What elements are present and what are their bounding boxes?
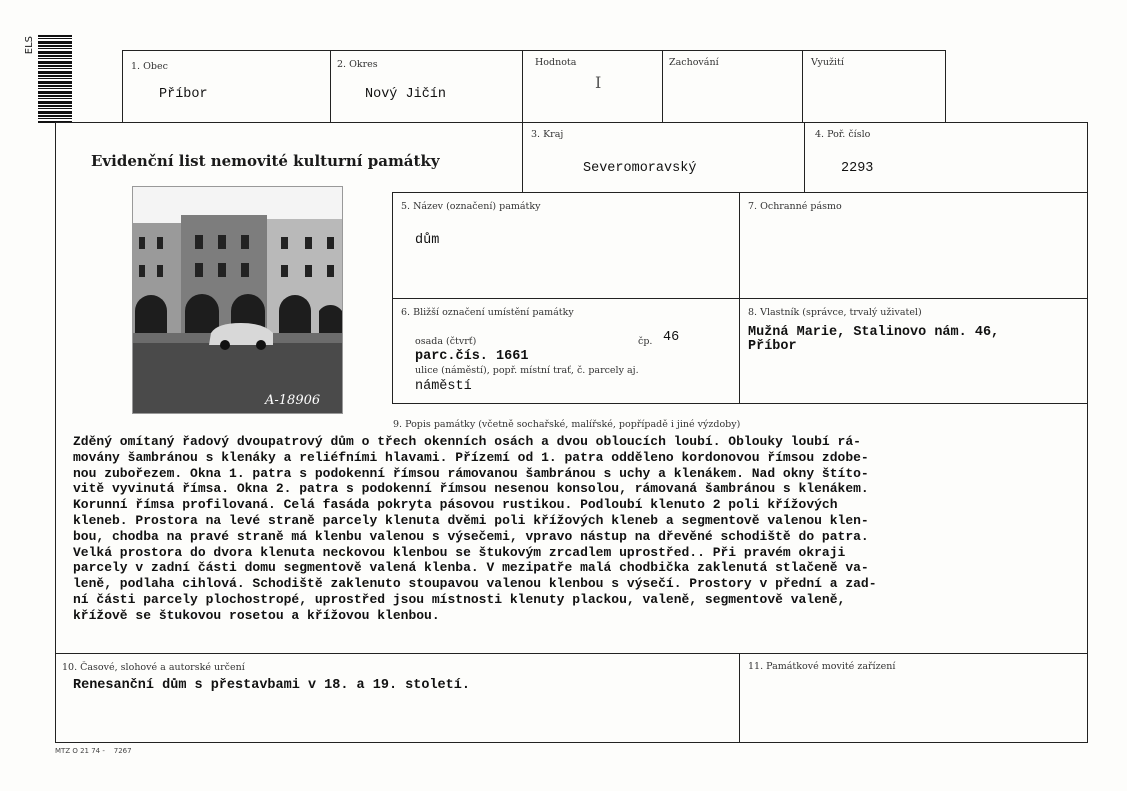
- popis-line: bou, chodba na pravé straně má klenbu valenou s výsečemi, vpravo nástup na dřevěné schodiště do patra.: [73, 528, 869, 544]
- popis-line: Zděný omítaný řadový dvoupatrový dům o třech okenních osách a dvou obloucích loubí. Oblouky loubí rá-: [73, 434, 861, 449]
- cp-value: 46: [663, 330, 680, 345]
- field-obec-value: Příbor: [159, 87, 208, 102]
- field-por-cislo-value: 2293: [841, 161, 874, 176]
- field-popis-label: 9. Popis památky (včetně sochařské, malířské, popřípadě i jiné výzdoby): [393, 419, 741, 430]
- form-title: Evidenční list nemovité kulturní památky: [91, 152, 440, 170]
- field-urceni-label: 10. Časové, slohové a autorské určení: [62, 662, 245, 673]
- popis-line: parcely v zadní části domu segmentově valená klenba. V mezipatře malá chodbička zaklenutá stlačeně va-: [73, 560, 869, 576]
- field-ochranne-pasmo: [739, 192, 1088, 299]
- popis-line: nou zubořezem. Okna 1. patra s podokenní římsou rámovanou šambránou s uchy a klenákem. Nad okny štíto-: [73, 465, 869, 481]
- popis-line: kleneb. Prostora na levé straně parcely klenuta dvěmi poli křížových kleneb a segmentově valenou klen-: [73, 512, 869, 528]
- field-urceni: [55, 653, 740, 743]
- cp-label: čp.: [638, 336, 653, 347]
- barcode: [38, 35, 72, 123]
- field-nazev-label: 5. Název (označení) památky: [401, 201, 541, 212]
- field-movite-zarizeni: [739, 653, 1088, 743]
- field-umisteni-label: 6. Bližší označení umístění památky: [401, 307, 574, 318]
- ulice-value: náměstí: [415, 379, 472, 394]
- building-photo: [132, 186, 343, 414]
- osada-label: osada (čtvrť): [415, 336, 477, 347]
- field-zachovani: [662, 50, 803, 123]
- field-hodnota-value: I: [595, 73, 602, 92]
- field-vlastnik-label: 8. Vlastník (správce, trvalý uživatel): [748, 307, 922, 318]
- field-obec-label: 1. Obec: [131, 61, 168, 72]
- field-kraj: [522, 122, 805, 193]
- popis-line: movány šambránou s klenáky a reliéfními hlavami. Přízemí od 1. patra odděleno kordonovou římsou zdobe-: [73, 449, 869, 465]
- vlastnik-line1: Mužná Marie, Stalinovo nám. 46,: [748, 325, 1000, 340]
- field-por-cislo-label: 4. Poř. číslo: [815, 129, 871, 140]
- field-vyuziti: [802, 50, 946, 123]
- popis-line: leně, podlaha cihlová. Schodiště zaklenuto stoupavou valenou klenbou s výsečí. Prostory v přední a zad-: [73, 576, 877, 592]
- field-nazev-value: dům: [415, 233, 440, 248]
- ulice-label: ulice (náměstí), popř. místní trať, č. parcely aj.: [415, 365, 639, 376]
- parcela-value: parc.čís. 1661: [415, 349, 529, 364]
- field-vlastnik: [739, 298, 1088, 404]
- field-vyuziti-label: Využití: [811, 57, 844, 68]
- field-nazev: [392, 192, 740, 299]
- photo-caption: A-18906: [265, 393, 321, 408]
- footer-code: MTZ O 21 74 - 7267: [55, 747, 132, 755]
- popis-line: vitě vyvinutá římsa. Okna 2. patra s podokenní římsou nesenou konsolou, rámovaná šambránou s klenákem.: [73, 481, 869, 497]
- field-por-cislo: [804, 122, 1088, 193]
- field-hodnota-label: Hodnota: [535, 57, 577, 68]
- side-tag: ELS: [24, 36, 35, 55]
- field-okres-label: 2. Okres: [337, 59, 378, 70]
- field-kraj-label: 3. Kraj: [531, 129, 564, 140]
- popis-line: Korunní římsa profilovaná. Celá fasáda pokryta pásovou rustikou. Podloubí klenuto 2 poli křížových: [73, 497, 838, 513]
- field-urceni-value: Renesanční dům s přestavbami v 18. a 19. století.: [73, 678, 470, 693]
- field-movite-zarizeni-label: 11. Památkové movité zařízení: [748, 661, 896, 672]
- field-zachovani-label: Zachování: [669, 57, 719, 68]
- building-photo-drawing: [133, 187, 342, 413]
- field-okres: [330, 50, 523, 123]
- popis-line: křížově se štukovou rosetou a křížovou klenbou.: [73, 607, 440, 623]
- field-ochranne-pasmo-label: 7. Ochranné pásmo: [748, 201, 842, 212]
- field-umisteni: [392, 298, 740, 404]
- field-popis-text: [73, 434, 877, 624]
- field-hodnota: [522, 50, 663, 123]
- popis-line: ní části parcely plochostropé, uprostřed jsou místnosti klenuty plackou, valeně, segmentově valeně,: [73, 591, 846, 607]
- popis-line: Velká prostora do dvora klenuta neckovou klenbou se štukovým zrcadlem uprostřed.. Při pravém okraji: [73, 544, 846, 560]
- field-okres-value: Nový Jičín: [365, 87, 447, 102]
- field-obec: [122, 50, 331, 123]
- vlastnik-line2: Příbor: [748, 339, 797, 354]
- field-kraj-value: Severomoravský: [583, 161, 697, 176]
